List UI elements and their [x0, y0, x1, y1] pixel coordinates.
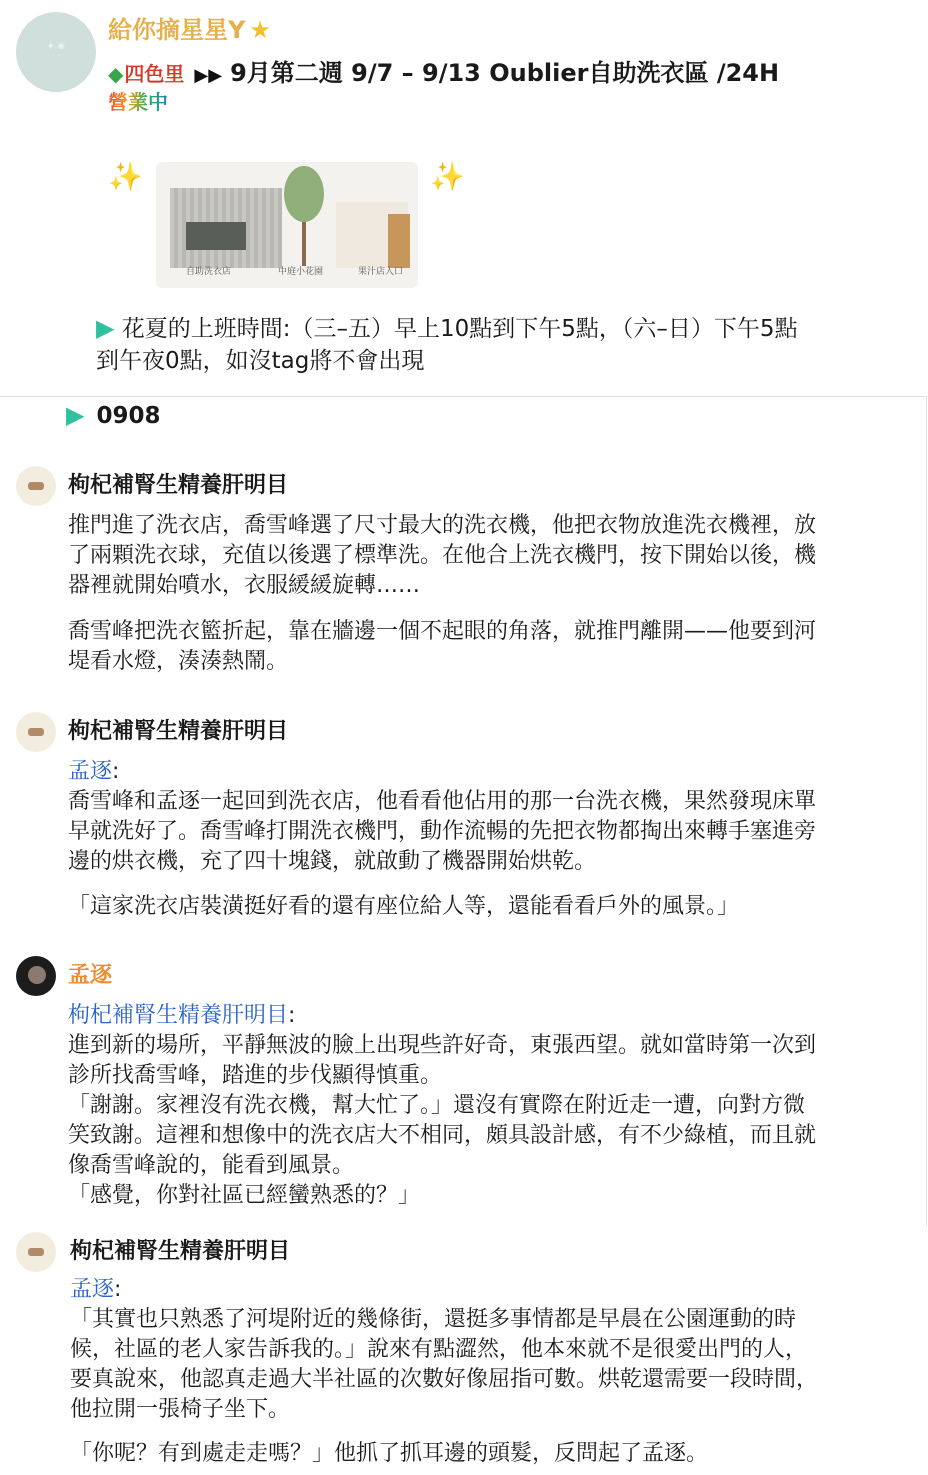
- store-window: [186, 222, 246, 250]
- post-author[interactable]: 枸杞補腎生精養肝明目: [68, 719, 289, 744]
- post-body: [68, 1001, 908, 1211]
- fast-forward-icon: ▶▶: [194, 65, 223, 86]
- mention-link[interactable]: 孟逐: [68, 759, 113, 784]
- mention-link[interactable]: 孟逐: [70, 1277, 115, 1302]
- play-triangle-icon: ▶: [96, 314, 115, 342]
- avatar[interactable]: [16, 1232, 56, 1272]
- post-author[interactable]: 枸杞補腎生精養肝明目: [68, 473, 289, 498]
- date-label: 0908: [96, 403, 161, 429]
- district-badge: [108, 57, 184, 91]
- post-line: 邊的烘衣機，充了四十塊錢，就啟動了機器開始烘乾。: [68, 849, 597, 874]
- sparkle-icon-left: ✨: [108, 160, 143, 193]
- door-icon: [388, 214, 410, 268]
- post-line: 候，社區的老人家告訴我的。」說來有點澀然，他本來就不是很愛出門的人，: [70, 1337, 808, 1362]
- channel-avatar[interactable]: [16, 12, 96, 92]
- post-author[interactable]: 孟逐: [68, 963, 113, 988]
- post-line: 「這家洗衣店裝潢挺好看的還有座位給人等，還能看看戶外的風景。」: [68, 894, 740, 919]
- notice-line-1: 花夏的上班時間:（三–五）早上10點到下午5點，（六–日）下午5點: [121, 316, 798, 342]
- post-line: 推門進了洗衣店，喬雪峰選了尺寸最大的洗衣機，他把衣物放進洗衣機裡，放: [68, 513, 817, 538]
- district-badge-label: 四色里: [124, 62, 185, 86]
- post-line: 他拉開一張椅子坐下。: [70, 1397, 291, 1422]
- post-body: [68, 757, 908, 922]
- post-line: 要真說來，他認真走過大半社區的次數好像屈指可數。烘乾還需要一段時間，: [70, 1367, 819, 1392]
- post-line: 了兩顆洗衣球，充值以後選了標準洗。在他合上洗衣機門，按下開始以後，機: [68, 543, 817, 568]
- laundry-store-image[interactable]: [156, 162, 418, 288]
- star-icon: ★: [249, 16, 271, 44]
- thread-divider: [0, 396, 926, 397]
- channel-title: [108, 12, 271, 48]
- post-line: 「其實也只熟悉了河堤附近的幾條街，還挺多事情都是早晨在公園運動的時: [70, 1307, 797, 1332]
- mention-colon: :: [288, 1003, 296, 1028]
- avatar[interactable]: [16, 466, 56, 506]
- thread-border: [926, 396, 927, 1226]
- post-body: [70, 1275, 910, 1469]
- week-text: 9月第二週 9/7 – 9/13 Oublier自助洗衣區 /24H: [230, 59, 780, 87]
- open-badge-text: 營業中: [108, 90, 168, 114]
- post-line: 早就洗好了。喬雪峰打開洗衣機門，動作流暢的先把衣物都掏出來轉手塞進旁: [68, 819, 817, 844]
- post-line: 像喬雪峰說的，能看到風景。: [68, 1153, 355, 1178]
- post-line: 「感覺，你對社區已經蠻熟悉的？」: [68, 1183, 421, 1208]
- business-hours-notice: [96, 312, 916, 377]
- diamond-icon: ◆: [108, 62, 124, 86]
- post-line: 「你呢？有到處走走嗎？」他抓了抓耳邊的頭髮，反問起了孟逐。: [70, 1441, 709, 1466]
- post-line: 笑致謝。這裡和想像中的洗衣店大不相同，頗具設計感，有不少綠植，而且就: [68, 1123, 817, 1148]
- notice-line-2: 到午夜0點，如沒tag將不會出現: [96, 348, 425, 374]
- caption-juice-entrance: 果汁店入口: [358, 267, 404, 277]
- open-badge: [108, 88, 174, 116]
- post-body: [68, 511, 908, 677]
- avatar[interactable]: [16, 712, 56, 752]
- post-line: 進到新的場所，平靜無波的臉上出現些許好奇，東張西望。就如當時第一次到: [68, 1033, 817, 1058]
- post-line: 喬雪峰把洗衣籃折起，靠在牆邊一個不起眼的角落，就推門離開——他要到河: [68, 619, 817, 644]
- caption-garden: 中庭小花園: [278, 267, 324, 277]
- mention-link[interactable]: 枸杞補腎生精養肝明目: [68, 1003, 289, 1028]
- avatar-logo: ✦ ❀ · ·: [47, 42, 65, 62]
- mention-colon: :: [112, 759, 120, 784]
- date-header: [66, 398, 161, 433]
- caption-laundry: 自助洗衣店: [186, 267, 232, 277]
- sparkle-icon-right: ✨: [430, 160, 465, 193]
- channel-tagline: [108, 56, 779, 93]
- post-line: 堤看水燈，湊湊熱鬧。: [68, 649, 289, 674]
- play-triangle-icon: ▶: [66, 401, 85, 429]
- mention-colon: :: [114, 1277, 122, 1302]
- avatar[interactable]: [16, 956, 56, 996]
- post-line: 「謝謝。家裡沒有洗衣機，幫大忙了。」還沒有實際在附近走一遭，向對方微: [68, 1093, 806, 1118]
- open-badge-label: [108, 88, 168, 116]
- post-author[interactable]: 枸杞補腎生精養肝明目: [70, 1239, 291, 1264]
- channel-title-text: 給你摘星星Y: [108, 16, 246, 44]
- post-line: 器裡就開始噴水，衣服緩緩旋轉……: [68, 573, 421, 598]
- tree-icon: [284, 166, 324, 270]
- post-line: 診所找喬雪峰，踏進的步伐顯得慎重。: [68, 1063, 443, 1088]
- post-line: 喬雪峰和孟逐一起回到洗衣店，他看看他佔用的那一台洗衣機，果然發現床單: [68, 789, 817, 814]
